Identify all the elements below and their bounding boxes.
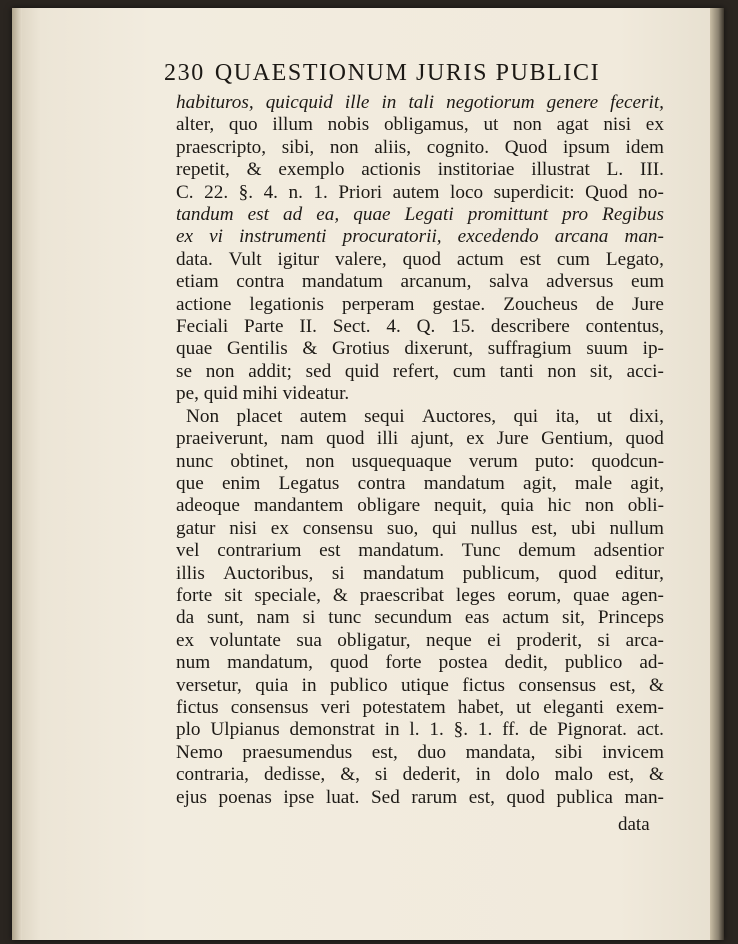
text-line: se non addit; sed quid refert, cum tanti non sit, acci- <box>176 360 664 382</box>
text-line: tandum est ad ea, quae Legati promittunt pro Regibus <box>176 204 664 226</box>
text-line: etiam contra mandatum arcanum, salva adversus eum <box>176 271 664 293</box>
text-line: versetur, quia in publico utique fictus consensus est, & <box>176 674 664 696</box>
text-line: ex voluntate sua obligatur, neque ei proderit, si arca- <box>176 629 664 651</box>
text-line: data. Vult igitur valere, quod actum est cum Legato, <box>176 248 664 270</box>
text-line: Nemo praesumendus est, duo mandata, sibi invicem <box>176 741 664 763</box>
text-line: vel contrarium est mandatum. Tunc demum adsentior <box>176 540 664 562</box>
body-text <box>176 92 664 809</box>
text-line: gatur nisi ex consensu suo, qui nullus est, ubi nullum <box>176 517 664 539</box>
page-edge <box>710 8 724 940</box>
text-line: alter, quo illum nobis obligamus, ut non agat nisi ex <box>176 114 664 136</box>
text-line: illis Auctoribus, si mandatum publicum, quod editur, <box>176 562 664 584</box>
text-line: que enim Legatus contra mandatum agit, male agit, <box>176 472 664 494</box>
text-line: da sunt, nam si tunc secundum eas actum sit, Princeps <box>176 607 664 629</box>
text-line: repetit, & exemplo actionis institoriae illustrat L. III. <box>176 159 664 181</box>
running-title: QUAESTIONUM JURIS PUBLICI <box>214 60 601 86</box>
text-line: plo Ulpianus demonstrat in l. 1. §. 1. ff. de Pignorat. act. <box>176 719 664 741</box>
text-line: pe, quid mihi videatur. <box>176 383 350 405</box>
text-line: ejus poenas ipse luat. Sed rarum est, quod publica man- <box>176 786 664 808</box>
text-line: habituros, quicquid ille in tali negotiorum genere fecerit, <box>176 92 664 113</box>
text-line: actione legationis perperam gestae. Zoucheus de Jure <box>176 293 664 315</box>
text-line: praeiverunt, nam quod illi ajunt, ex Jure Gentium, quod <box>176 428 664 450</box>
text-line: forte sit speciale, & praescribat leges eorum, quae agen- <box>176 584 664 606</box>
running-header <box>164 60 600 87</box>
text-line: adeoque mandantem obligare nequit, quia hic non obli- <box>176 495 664 517</box>
catchword: data <box>618 814 650 835</box>
book-page <box>12 8 724 940</box>
text-line: nunc obtinet, non usquequaque verum puto: quodcun- <box>176 450 664 472</box>
text-line: fictus consensus veri potestatem habet, ut eleganti exem- <box>176 696 664 718</box>
text-line: quae Gentilis & Grotius dixerunt, suffragium suum ip- <box>176 338 664 360</box>
text-line: C. 22. §. 4. n. 1. Priori autem loco superdicit: Quod no- <box>176 181 664 203</box>
text-line: Non placet autem sequi Auctores, qui ita, ut dixi, <box>186 405 664 427</box>
text-line: num mandatum, quod forte postea dedit, publico ad- <box>176 652 664 674</box>
page-gutter <box>12 8 22 940</box>
text-line: Feciali Parte II. Sect. 4. Q. 15. describere contentus, <box>176 316 664 338</box>
page-number: 230 <box>164 60 205 86</box>
text-line: contraria, dedisse, &, si dederit, in dolo malo est, & <box>176 764 664 786</box>
text-line: ex vi instrumenti procuratorii, excedendo arcana man- <box>176 226 664 248</box>
text-line: praescripto, sibi, non aliis, cognito. Quod ipsum idem <box>176 136 664 158</box>
